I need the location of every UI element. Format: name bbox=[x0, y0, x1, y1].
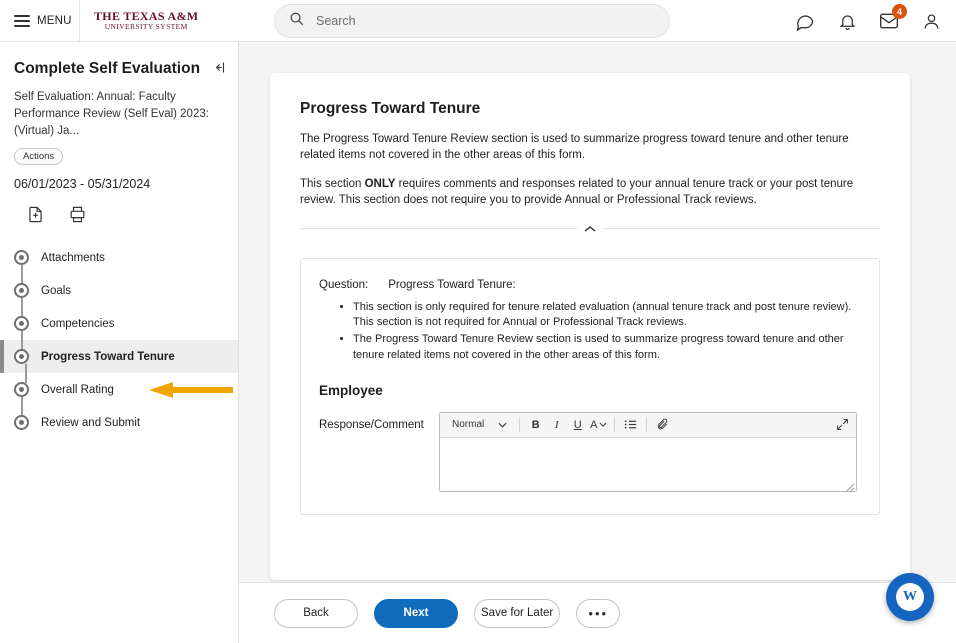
paragraph-2-post: requires comments and responses related to your annual tenure track or your post tenure review. This section does not require you to provide Annual or Professional Track reviews. bbox=[300, 178, 854, 206]
sidebar-item-label: Attachments bbox=[41, 251, 105, 264]
sidebar-item-competencies[interactable] bbox=[0, 307, 238, 340]
content-card bbox=[270, 73, 910, 580]
sidebar-tool-icons bbox=[0, 191, 238, 225]
assistant-icon: W bbox=[896, 583, 924, 611]
employee-heading: Employee bbox=[319, 382, 383, 398]
sidebar-item-label: Progress Toward Tenure bbox=[41, 350, 175, 363]
toolbar-divider bbox=[646, 417, 647, 432]
chevron-down-icon bbox=[498, 422, 507, 428]
sidebar-item-progress-toward-tenure[interactable] bbox=[0, 340, 238, 373]
toolbar-divider bbox=[614, 417, 615, 432]
evaluation-subtitle: Self Evaluation: Annual: Faculty Performance Review (Self Eval) 2023: (Virtual) Ja... bbox=[14, 90, 209, 138]
sidebar-item-label: Review and Submit bbox=[41, 416, 141, 429]
resize-handle[interactable] bbox=[845, 480, 855, 490]
underline-button[interactable]: U bbox=[573, 418, 582, 431]
inbox-icon[interactable] bbox=[878, 6, 902, 32]
more-options-button[interactable] bbox=[576, 599, 620, 628]
sidebar-item-review-and-submit[interactable] bbox=[0, 406, 238, 439]
editor-toolbar bbox=[440, 413, 856, 438]
more-options-label: ••• bbox=[588, 605, 609, 621]
collapse-section-chevron-up-icon[interactable] bbox=[577, 220, 603, 237]
sidebar-item-goals[interactable] bbox=[0, 274, 238, 307]
step-connector bbox=[25, 364, 27, 383]
step-connector bbox=[21, 397, 23, 416]
menu-button[interactable] bbox=[0, 0, 80, 42]
question-value: Progress Toward Tenure: bbox=[388, 279, 516, 292]
rich-text-editor[interactable] bbox=[439, 412, 857, 492]
actions-button[interactable]: Actions bbox=[14, 148, 63, 165]
expand-editor-button[interactable] bbox=[836, 418, 849, 436]
question-box bbox=[300, 258, 880, 515]
attachment-link-button[interactable] bbox=[653, 415, 672, 434]
footer-action-bar bbox=[239, 582, 956, 643]
question-label: Question: bbox=[319, 279, 369, 292]
sidebar-item-label: Overall Rating bbox=[41, 383, 114, 396]
sidebar-item-label: Goals bbox=[41, 284, 72, 297]
step-navigation bbox=[0, 241, 238, 439]
section-paragraph-1: The Progress Toward Tenure Review section is used to summarize progress toward tenure and other tenure related items not covered in the other areas of this form. bbox=[300, 133, 849, 161]
list-item: • This section is only required for tenure related evaluation (annual tenure track and post tenure review). This section is not required for Annual or Professional Track reviews. bbox=[353, 300, 857, 330]
left-sidebar bbox=[0, 42, 239, 643]
editor-text-area[interactable] bbox=[440, 438, 856, 491]
search-icon bbox=[289, 11, 304, 31]
hamburger-icon bbox=[14, 15, 30, 27]
bold-button[interactable]: B bbox=[531, 418, 540, 431]
bulleted-list-button[interactable] bbox=[621, 415, 640, 434]
notification-count-badge: 4 bbox=[892, 4, 907, 19]
question-row bbox=[319, 279, 857, 291]
step-bullet-icon bbox=[14, 283, 29, 298]
paragraph-style-dropdown[interactable] bbox=[446, 415, 513, 434]
font-color-letter: A bbox=[590, 418, 598, 431]
paragraph-style-value: Normal bbox=[452, 419, 485, 431]
chat-icon[interactable] bbox=[794, 10, 816, 32]
step-bullet-icon bbox=[14, 250, 29, 265]
evaluation-date-range: 06/01/2023 - 05/31/2024 bbox=[14, 177, 151, 192]
question-bullet-list bbox=[353, 300, 857, 363]
print-icon[interactable] bbox=[68, 205, 88, 225]
sidebar-item-label: Competencies bbox=[41, 317, 115, 330]
logo-line-2: UNIVERSITY SYSTEM bbox=[104, 21, 188, 31]
logo-line-1: THE TEXAS A&M bbox=[94, 9, 199, 24]
step-bullet-icon bbox=[14, 349, 29, 364]
user-profile-icon[interactable] bbox=[920, 10, 942, 32]
step-connector bbox=[21, 298, 23, 317]
response-row bbox=[319, 412, 857, 492]
sidebar-item-overall-rating[interactable] bbox=[0, 373, 238, 406]
paragraph-2-pre: This section bbox=[300, 178, 365, 191]
list-item: • The Progress Toward Tenure Review section is used to summarize progress toward tenure and other tenure related items not covered in the other areas of this form. bbox=[353, 332, 857, 362]
main-content-area bbox=[239, 42, 956, 643]
chevron-down-icon bbox=[599, 422, 607, 427]
add-note-icon[interactable] bbox=[26, 205, 46, 225]
help-assistant-button[interactable] bbox=[886, 573, 934, 621]
font-color-button[interactable] bbox=[589, 415, 608, 434]
italic-button[interactable]: I bbox=[554, 418, 559, 431]
sidebar-item-attachments[interactable] bbox=[0, 241, 238, 274]
logo bbox=[94, 10, 198, 30]
step-bullet-icon bbox=[14, 316, 29, 331]
paragraph-2-emphasis: ONLY bbox=[364, 178, 396, 191]
step-connector bbox=[21, 265, 23, 284]
next-button[interactable]: Next bbox=[374, 599, 458, 628]
response-comment-label: Response/Comment bbox=[319, 418, 424, 431]
top-icon-group bbox=[794, 0, 942, 42]
page-title: Complete Self Evaluation bbox=[14, 60, 201, 77]
section-paragraph-2 bbox=[270, 163, 910, 208]
menu-label: MENU bbox=[37, 14, 72, 27]
section-divider bbox=[300, 228, 880, 248]
toolbar-divider bbox=[519, 417, 520, 432]
collapse-sidebar-icon[interactable] bbox=[211, 60, 226, 78]
save-for-later-button[interactable]: Save for Later bbox=[474, 599, 560, 628]
search-bar[interactable] bbox=[274, 4, 670, 38]
top-navigation-bar bbox=[0, 0, 956, 42]
notifications-bell-icon[interactable] bbox=[836, 10, 858, 32]
step-bullet-icon bbox=[14, 382, 29, 397]
search-input[interactable] bbox=[314, 13, 655, 29]
step-bullet-icon bbox=[14, 415, 29, 430]
section-title: Progress Toward Tenure bbox=[300, 100, 481, 117]
back-button[interactable]: Back bbox=[274, 599, 358, 628]
step-connector bbox=[21, 331, 23, 350]
